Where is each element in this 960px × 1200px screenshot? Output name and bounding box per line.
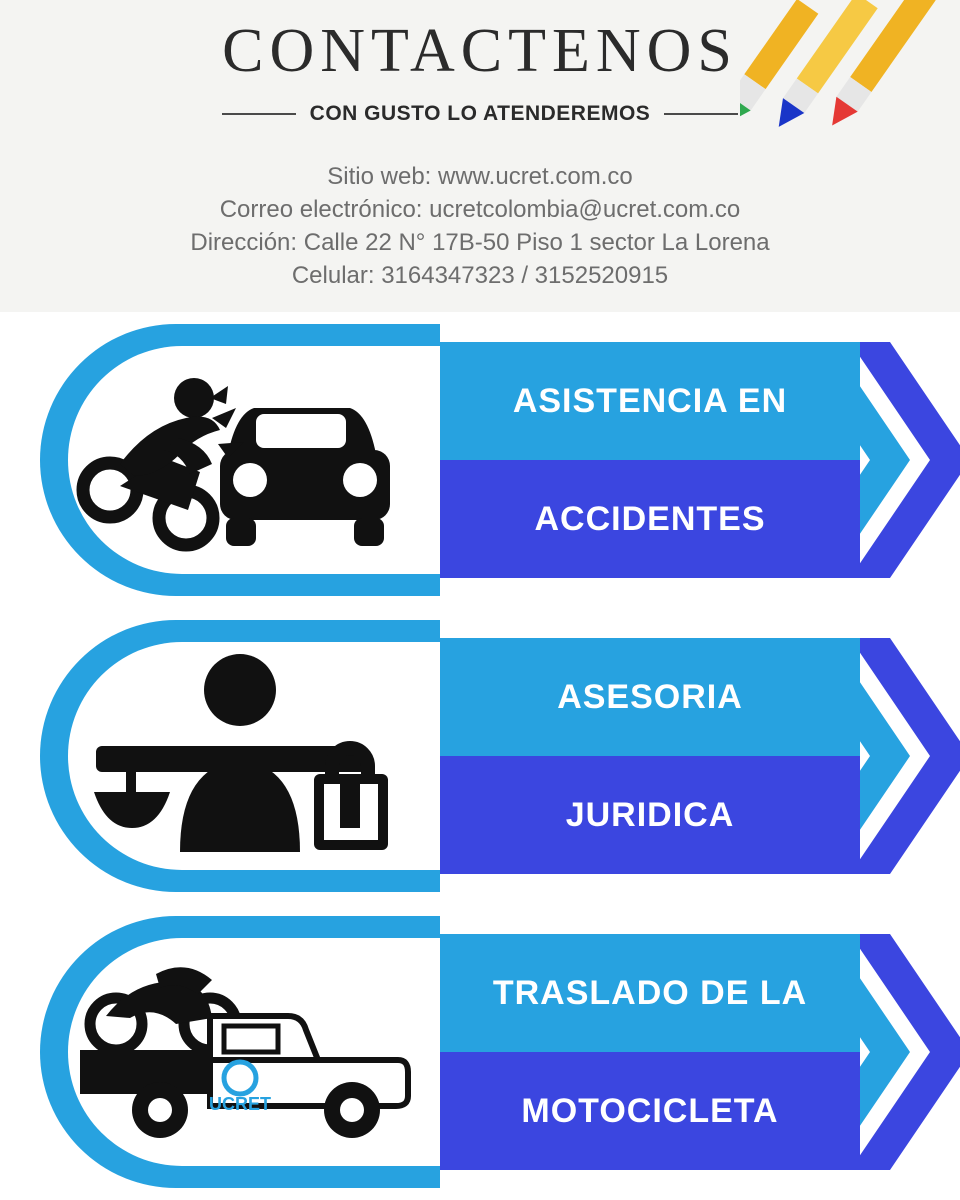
contact-website: Sitio web: www.ucret.com.co (327, 163, 633, 190)
tow-truck-motorcycle-icon (60, 938, 420, 1166)
service-label-line1: TRASLADO DE LA (492, 973, 808, 1012)
page-title: CONTACTENOS (222, 17, 738, 85)
service-row-accidentes[interactable] (0, 324, 960, 596)
contact-email: Correo electrónico: ucretcolombia@ucret.com.co (219, 196, 741, 223)
lawyer-scales-justice-icon (60, 642, 420, 870)
service-banner[interactable] (440, 638, 940, 874)
service-label-line2: MOTOCICLETA (521, 1091, 779, 1130)
service-label-line2: JURIDICA (565, 795, 735, 834)
divider-right (664, 113, 738, 115)
service-row-juridica[interactable] (0, 620, 960, 892)
divider-left (222, 113, 296, 115)
service-label-line1: ASISTENCIA EN (512, 381, 788, 420)
motorcycle-car-crash-icon (60, 346, 420, 574)
service-label-line1: ASESORIA (557, 677, 743, 716)
service-banner[interactable] (440, 342, 940, 578)
service-label-line2: ACCIDENTES (534, 499, 766, 538)
page-subtitle: CON GUSTO LO ATENDEREMOS (309, 102, 651, 125)
service-band-bottom (440, 1052, 860, 1170)
services-list (0, 312, 960, 1200)
contact-address: Dirección: Calle 22 N° 17B-50 Piso 1 sector La Lorena (190, 229, 770, 256)
service-band-top (440, 638, 860, 756)
colored-pencils-icon (740, 0, 960, 200)
contact-phone: Celular: 3164347323 / 3152520915 (291, 262, 669, 289)
service-band-bottom (440, 756, 860, 874)
truck-logo-text: UCRET (209, 1094, 271, 1114)
service-band-bottom (440, 460, 860, 578)
service-band-top (440, 934, 860, 1052)
service-banner[interactable] (440, 934, 940, 1170)
service-row-traslado[interactable] (0, 916, 960, 1188)
service-band-top (440, 342, 860, 460)
contact-header (0, 0, 960, 312)
